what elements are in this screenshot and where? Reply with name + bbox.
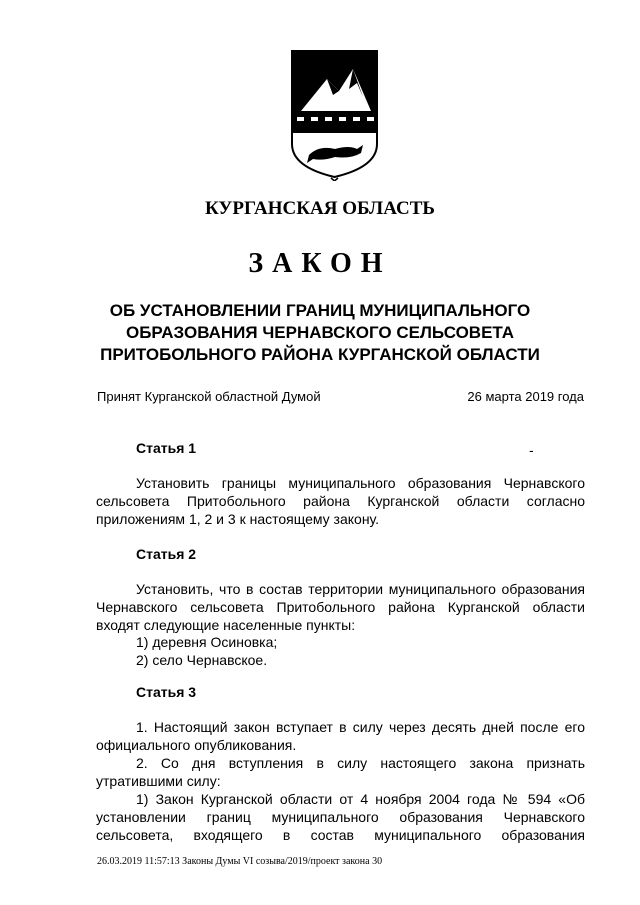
adoption-date: 26 марта 2019 года [467,389,584,404]
article-3-paragraph-1: 1. Настоящий закон вступает в силу через десять дней после его официального опубликования. [96,719,585,753]
article-3-paragraph-3: 1) Закон Курганской области от 4 ноября 2004 года № 594 «Об установлении границ муниципального образования Чернавского сельсовета, входящего в состав муниципального образования [96,791,585,843]
law-title-line-2: ОБРАЗОВАНИЯ ЧЕРНАВСКОГО СЕЛЬСОВЕТА [125,323,515,342]
article-3-heading: Статья 3 [136,684,197,700]
article-3-paragraph-2: 2. Со дня вступления в силу настоящего закона признать утратившими силу: [96,755,585,789]
article-2-text: Установить, что в состав территории муниципального образования Чернавского сельсовета Притобольного района Курганской области входят следующие населенные пункты: [96,581,585,633]
article-2-heading: Статья 2 [136,546,197,562]
article-1-text: Установить границы муниципального образования Чернавского сельсовета Притобольного района Курганской области согласно приложениям 1, 2 и 3 к настоящему закону. [96,475,585,527]
stray-mark: - [529,442,534,458]
region-heading: КУРГАНСКАЯ ОБЛАСТЬ [205,198,435,219]
law-title-line-3: ПРИТОБОЛЬНОГО РАЙОНА КУРГАНСКОЙ ОБЛАСТИ [100,345,540,364]
law-title [60,300,580,366]
article-2-item-2: 2) село Чернавское. [136,652,268,668]
article-1-heading: Статья 1 [136,440,197,456]
adopted-by: Принят Курганской областной Думой [97,389,321,404]
footer-stamp: 26.03.2019 11:57:13 Законы Думы VI созыва/2019/проект закона 30 [97,856,383,867]
document-type-heading: ЗАКОН [248,248,392,279]
coat-of-arms-emblem [289,49,380,181]
article-2-item-1: 1) деревня Осиновка; [136,634,278,650]
law-title-line-1: ОБ УСТАНОВЛЕНИИ ГРАНИЦ МУНИЦИПАЛЬНОГО [109,301,531,320]
